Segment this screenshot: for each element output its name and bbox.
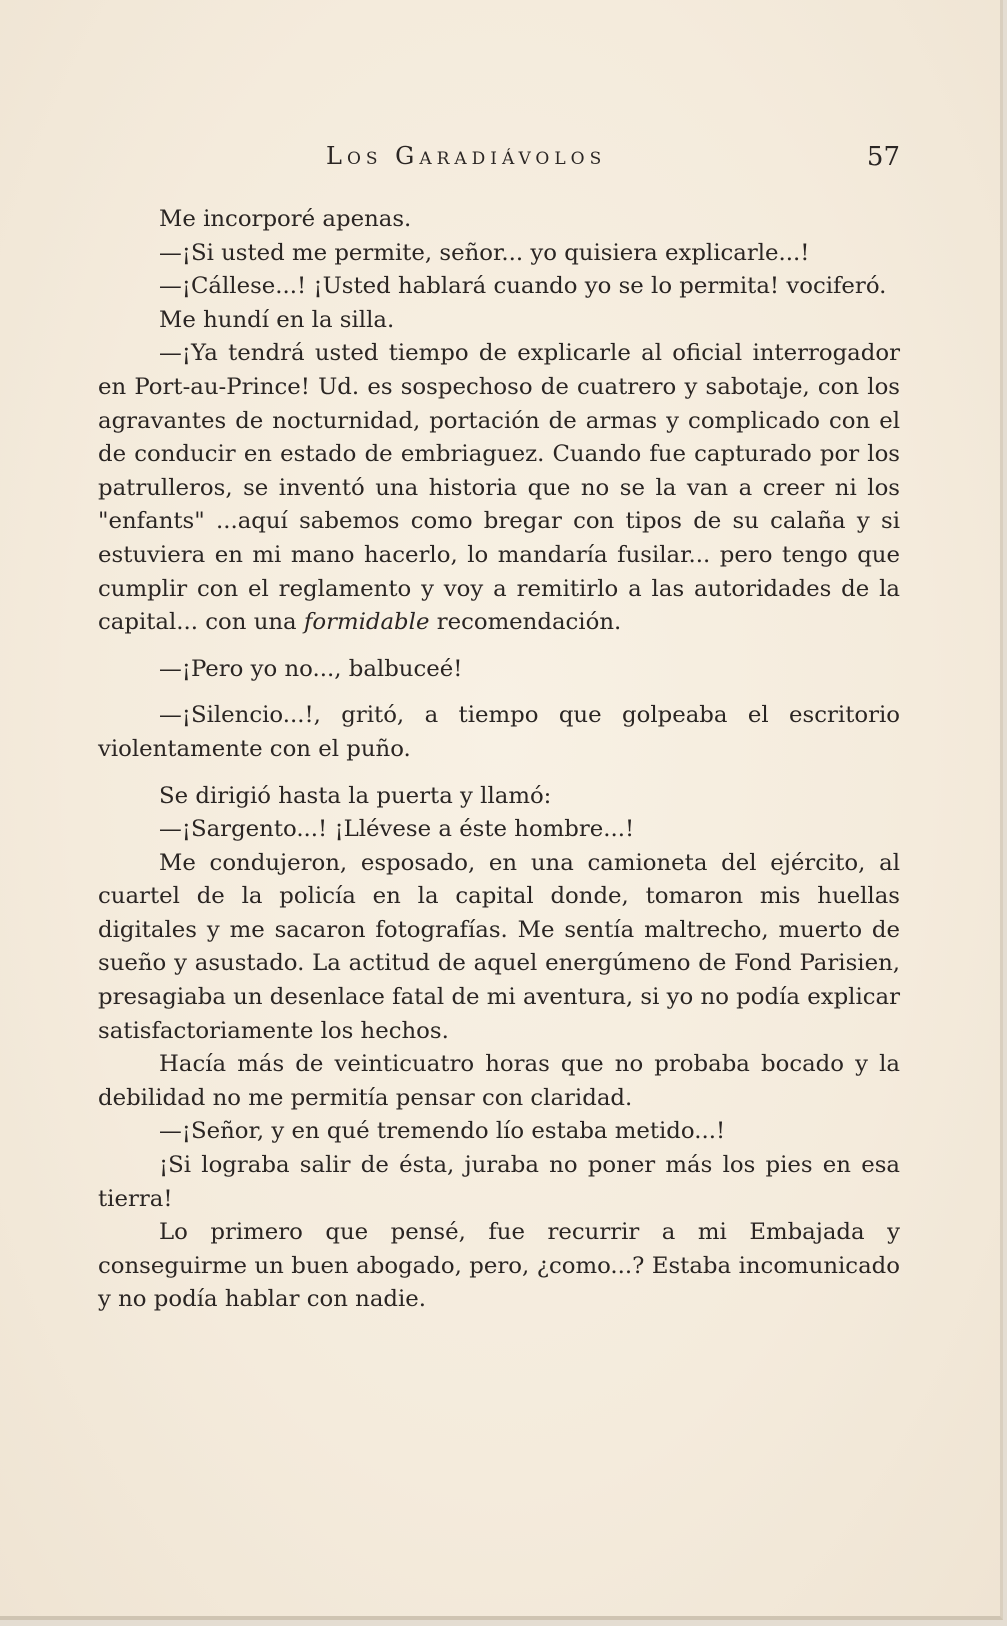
paragraph: —¡Señor, y en qué tremendo lío estaba metido...! <box>159 1118 726 1145</box>
paragraph: Me hundí en la silla. <box>159 306 395 333</box>
paragraph: Hacía más de veinticuatro horas que no probaba bocado y la debilidad no me permitía pensar con claridad. <box>98 1051 900 1111</box>
running-title: Los Garadiávolos <box>326 142 607 170</box>
italic-word: formidable <box>303 609 430 636</box>
paragraph: ¡Si lograba salir de ésta, juraba no poner más los pies en esa tierra! <box>98 1152 900 1212</box>
paragraph: —¡Cállese...! ¡Usted hablará cuando yo se lo permita! vociferó. <box>159 273 887 300</box>
paragraph: —¡Sargento...! ¡Llévese a éste hombre...! <box>159 816 635 843</box>
page-header <box>100 142 900 178</box>
paragraph-text: —¡Ya tendrá usted tiempo de explicarle al oficial interrogador en Port-au-Prince! Ud. es sospechoso de cuatrero y sabotaje, con los agravantes de nocturnidad, portación de armas y complicado con el de conducir en estado de embriaguez. Cuando fue capturado por los patrulleros, se inventó una historia que no se la van a creer ni los "enfants" ...aquí sabemos como bregar con tipos de su calaña y si estuviera en mi mano hacerlo, lo mandaría fusilar... pero tengo que cumplir con el reglamento y voy a remitirlo a las autoridades de la capital... con una <box>98 340 900 636</box>
paragraph: —¡Si usted me permite, señor... yo quisiera explicarle...! <box>159 239 810 266</box>
paragraph-text: recomendación. <box>436 609 622 636</box>
paragraph: —¡Pero yo no..., balbuceé! <box>159 655 463 682</box>
paragraph: Se dirigió hasta la puerta y llamó: <box>159 782 552 809</box>
paragraph: Me incorporé apenas. <box>159 206 412 232</box>
body-text <box>98 203 900 1317</box>
paragraph <box>98 337 900 639</box>
paragraph: Lo primero que pensé, fue recurrir a mi Embajada y conseguirme un buen abogado, pero, ¿como...? Estaba incomunicado y no podía hablar con nadie. <box>98 1219 900 1313</box>
paragraph: Me condujeron, esposado, en una camioneta del ejército, al cuartel de la policía en la capital donde, tomaron mis huellas digitales y me sacaron fotografías. Me sentía maltrecho, muerto de sueño y asustado. La actitud de aquel energúmeno de Fond Parisien, presagiaba un desenlace fatal de mi aventura, si yo no podía explicar satisfactoriamente los hechos. <box>98 849 900 1044</box>
page-number: 57 <box>866 142 900 172</box>
paragraph: —¡Silencio...!, gritó, a tiempo que golpeaba el escritorio violentamente con el puño. <box>98 702 900 762</box>
